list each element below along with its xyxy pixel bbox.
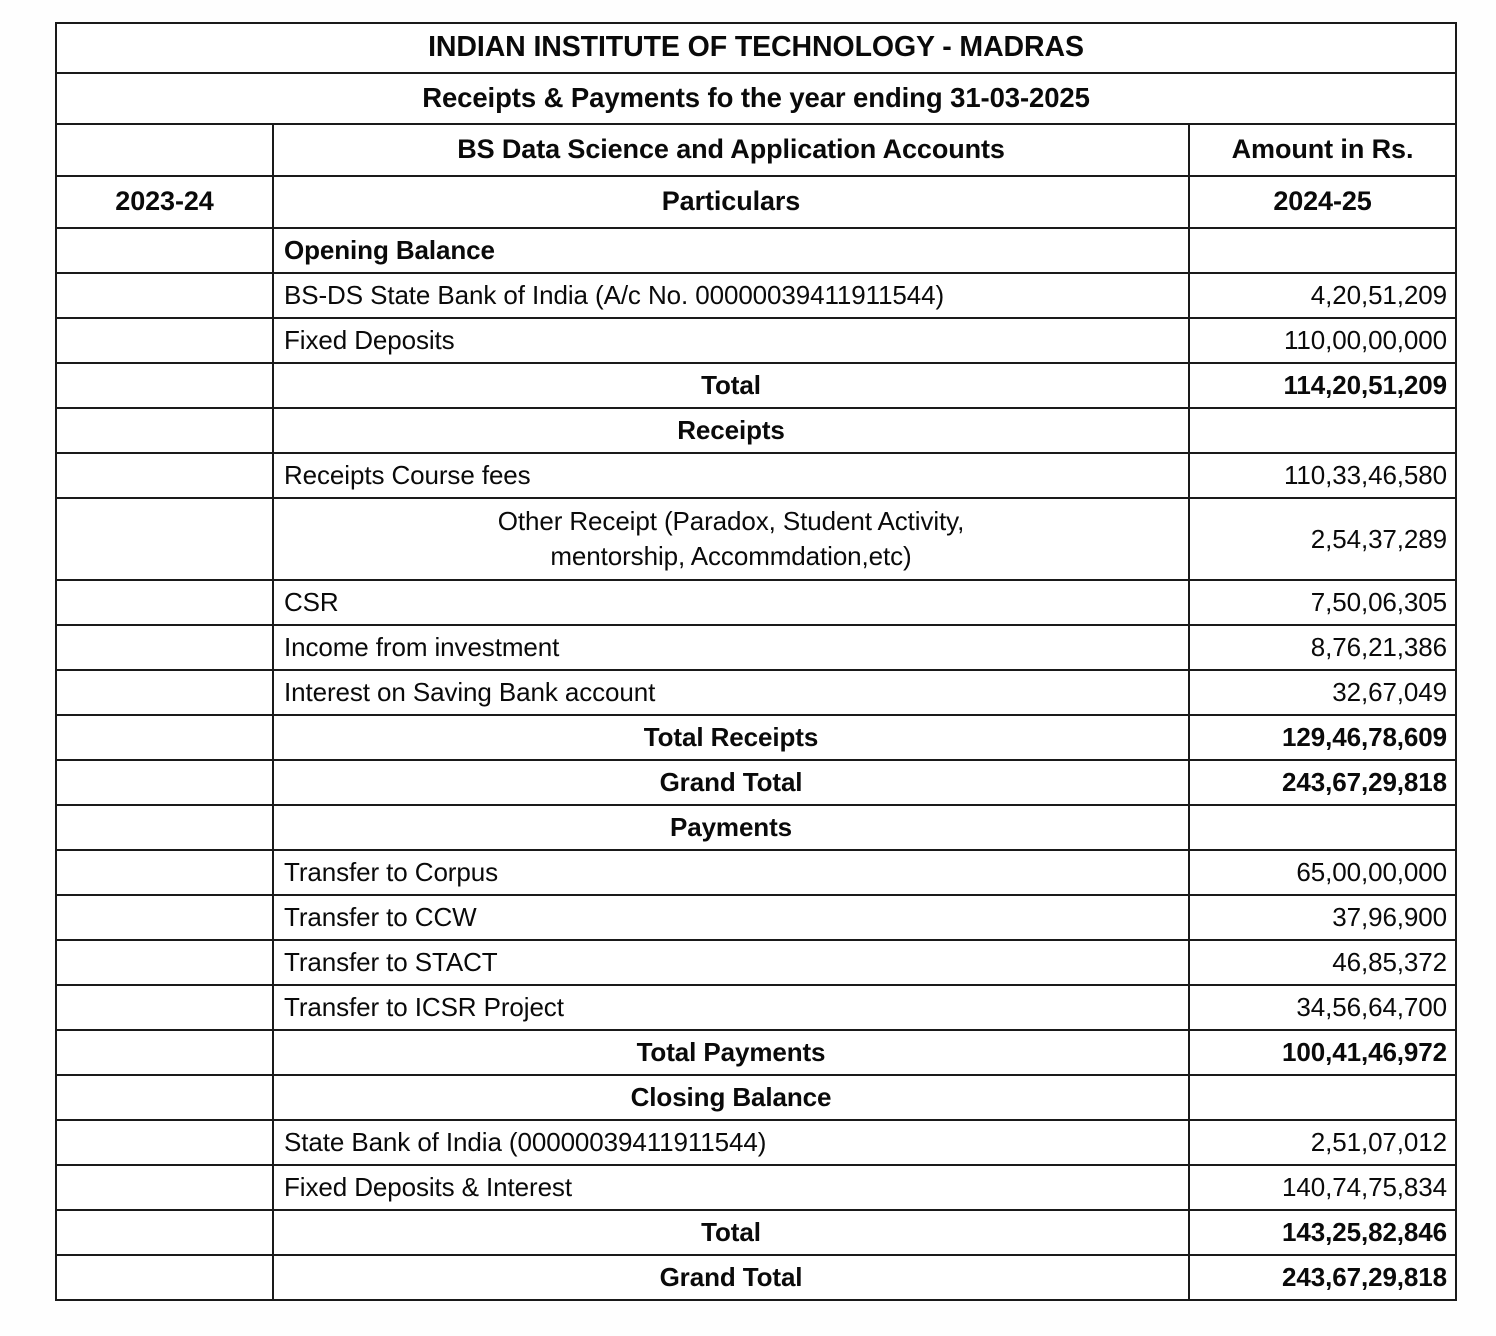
particulars-cell (273, 1075, 1189, 1120)
particulars-cell (273, 408, 1189, 453)
amount-value: 110,00,00,000 (1283, 325, 1448, 356)
amount-cell (1189, 1210, 1456, 1255)
particulars-value: Transfer to STACT (284, 947, 498, 978)
table-row (56, 850, 1456, 895)
section-title: Total (701, 1217, 761, 1248)
particulars-header-cell (273, 176, 1189, 228)
prev-year-cell (56, 1120, 273, 1165)
prev-year-cell (56, 625, 273, 670)
curr-year-header-cell (1189, 176, 1456, 228)
amount-cell (1189, 318, 1456, 363)
header-blank-cell (56, 124, 273, 176)
prev-year-cell (56, 228, 273, 273)
prev-year-value (57, 1230, 272, 1236)
prev-year-value (57, 645, 272, 651)
section-title: Closing Balance (630, 1082, 832, 1113)
particulars-cell (273, 498, 1189, 580)
particulars-value: Income from investment (284, 632, 560, 663)
amount-cell (1189, 850, 1456, 895)
particulars-cell (273, 895, 1189, 940)
amount-value (1190, 825, 1455, 831)
particulars-value: Transfer to Corpus (284, 857, 498, 888)
amount-cell (1189, 1165, 1456, 1210)
table-row (56, 760, 1456, 805)
prev-year-value (57, 735, 272, 741)
amount-value: 8,76,21,386 (1310, 632, 1448, 663)
particulars-value: Transfer to CCW (284, 902, 477, 933)
amount-cell (1189, 715, 1456, 760)
column-header-row (56, 176, 1456, 228)
amount-label: Amount in Rs. (1231, 134, 1414, 165)
section-title: Payments (669, 812, 793, 843)
particulars-value: Fixed Deposits & Interest (284, 1172, 572, 1203)
amount-cell (1189, 1255, 1456, 1300)
amount-cell (1189, 895, 1456, 940)
amount-value: 4,20,51,209 (1310, 280, 1448, 311)
amount-cell (1189, 1030, 1456, 1075)
particulars-cell (273, 453, 1189, 498)
document-title-cell (56, 23, 1456, 73)
prev-year-cell (56, 715, 273, 760)
table-row (56, 985, 1456, 1030)
particulars-cell (273, 805, 1189, 850)
particulars-value: State Bank of India (00000039411911544) (284, 1127, 767, 1158)
amount-value: 243,67,29,818 (1282, 767, 1448, 798)
prev-year-value (57, 473, 272, 479)
particulars-cell (273, 1255, 1189, 1300)
amount-value: 129,46,78,609 (1282, 722, 1448, 753)
prev-year-cell (56, 498, 273, 580)
particulars-cell (273, 625, 1189, 670)
amount-value: 100,41,46,972 (1282, 1037, 1448, 1068)
section-header-row (56, 124, 1456, 176)
particulars-cell (273, 670, 1189, 715)
prev-year-value (57, 1005, 272, 1011)
particulars-line-1: Other Receipt (Paradox, Student Activity, (497, 505, 965, 536)
prev-year-cell (56, 273, 273, 318)
particulars-header: Particulars (661, 186, 801, 217)
section-title: Grand Total (659, 1262, 803, 1293)
amount-cell (1189, 363, 1456, 408)
table-row (56, 715, 1456, 760)
prev-year-cell (56, 1030, 273, 1075)
amount-cell (1189, 273, 1456, 318)
amount-value: 143,25,82,846 (1282, 1217, 1448, 1248)
document-title: INDIAN INSTITUTE OF TECHNOLOGY - MADRAS (428, 31, 1084, 64)
particulars-cell (273, 1120, 1189, 1165)
prev-year-value (57, 780, 272, 786)
amount-value: 2,54,37,289 (1310, 523, 1448, 554)
document-subtitle: Receipts & Payments fo the year ending 31-03-2025 (422, 82, 1090, 114)
prev-year-cell (56, 318, 273, 363)
table-row (56, 318, 1456, 363)
particulars-cell (273, 273, 1189, 318)
prev-year-cell (56, 985, 273, 1030)
prev-year-header: 2023-24 (115, 186, 214, 217)
amount-cell (1189, 453, 1456, 498)
prev-year-cell (56, 850, 273, 895)
table-row (56, 498, 1456, 580)
document-subtitle-cell (56, 73, 1456, 124)
particulars-cell (273, 1165, 1189, 1210)
amount-value: 7,50,06,305 (1310, 587, 1448, 618)
table-row (56, 670, 1456, 715)
section-label: BS Data Science and Application Accounts (457, 134, 1005, 165)
amount-cell (1189, 625, 1456, 670)
amount-cell (1189, 805, 1456, 850)
prev-year-value (57, 960, 272, 966)
particulars-cell (273, 940, 1189, 985)
table-row (56, 408, 1456, 453)
receipts-payments-table (55, 22, 1457, 1301)
prev-year-cell (56, 408, 273, 453)
table-row (56, 1255, 1456, 1300)
prev-year-header-cell (56, 176, 273, 228)
particulars-cell (273, 985, 1189, 1030)
prev-year-value (57, 870, 272, 876)
amount-cell (1189, 670, 1456, 715)
section-label-cell (273, 124, 1189, 176)
amount-value: 37,96,900 (1332, 902, 1448, 933)
amount-cell (1189, 1075, 1456, 1120)
amount-value (1190, 428, 1455, 434)
table-row (56, 895, 1456, 940)
prev-year-value (57, 383, 272, 389)
particulars-value: Fixed Deposits (284, 325, 455, 356)
table-row (56, 1165, 1456, 1210)
amount-cell (1189, 498, 1456, 580)
particulars-cell (273, 228, 1189, 273)
prev-year-cell (56, 453, 273, 498)
prev-year-value (57, 338, 272, 344)
prev-year-cell (56, 1210, 273, 1255)
amount-value: 65,00,00,000 (1296, 857, 1448, 888)
subtitle-row (56, 73, 1456, 124)
amount-value (1190, 1095, 1455, 1101)
amount-value: 2,51,07,012 (1310, 1127, 1448, 1158)
section-title: Total (701, 370, 761, 401)
particulars-value (274, 501, 1188, 577)
particulars-value: Transfer to ICSR Project (284, 992, 564, 1023)
prev-year-cell (56, 940, 273, 985)
table-row (56, 363, 1456, 408)
prev-year-value (57, 428, 272, 434)
amount-value (1190, 248, 1455, 254)
section-title: Receipts (677, 415, 785, 446)
prev-year-cell (56, 895, 273, 940)
table-row (56, 1210, 1456, 1255)
title-row (56, 23, 1456, 73)
amount-cell (1189, 760, 1456, 805)
table-row (56, 273, 1456, 318)
section-title: Total Payments (636, 1037, 826, 1068)
prev-year-value (57, 825, 272, 831)
prev-year-value (57, 1185, 272, 1191)
prev-year-value (57, 1140, 272, 1146)
prev-year-value (57, 1275, 272, 1281)
particulars-value: Interest on Saving Bank account (284, 677, 656, 708)
table-row (56, 1030, 1456, 1075)
curr-year-header: 2024-25 (1273, 186, 1372, 217)
section-title: Grand Total (659, 767, 803, 798)
table-body (56, 23, 1456, 1300)
particulars-cell (273, 318, 1189, 363)
table-row (56, 805, 1456, 850)
prev-year-value (57, 1050, 272, 1056)
amount-value: 46,85,372 (1332, 947, 1448, 978)
prev-year-value (57, 915, 272, 921)
prev-year-cell (56, 363, 273, 408)
prev-year-value (57, 600, 272, 606)
amount-cell (1189, 408, 1456, 453)
amount-cell (1189, 1120, 1456, 1165)
particulars-value: Receipts Course fees (284, 460, 531, 491)
prev-year-value (57, 690, 272, 696)
prev-year-cell (56, 580, 273, 625)
particulars-value: BS-DS State Bank of India (A/c No. 00000039411911544) (284, 280, 945, 311)
prev-year-cell (56, 805, 273, 850)
table-row (56, 580, 1456, 625)
amount-cell (1189, 985, 1456, 1030)
section-title: Opening Balance (284, 235, 495, 266)
table-row (56, 1120, 1456, 1165)
table-row (56, 940, 1456, 985)
section-title: Total Receipts (643, 722, 819, 753)
prev-year-value (57, 248, 272, 254)
amount-value: 243,67,29,818 (1282, 1262, 1448, 1293)
particulars-line-2: mentorship, Accommdation,etc) (550, 541, 912, 571)
table-row (56, 625, 1456, 670)
prev-year-cell (56, 760, 273, 805)
table-row (56, 228, 1456, 273)
amount-cell (1189, 940, 1456, 985)
amount-cell (1189, 228, 1456, 273)
prev-year-value (57, 293, 272, 299)
table-row (56, 453, 1456, 498)
particulars-cell (273, 850, 1189, 895)
particulars-cell (273, 1030, 1189, 1075)
prev-year-value (57, 1095, 272, 1101)
particulars-cell (273, 580, 1189, 625)
prev-year-cell (56, 670, 273, 715)
header-blank (57, 147, 272, 153)
particulars-cell (273, 363, 1189, 408)
amount-value: 140,74,75,834 (1282, 1172, 1448, 1203)
amount-value: 110,33,46,580 (1283, 460, 1448, 491)
amount-value: 32,67,049 (1332, 677, 1448, 708)
prev-year-cell (56, 1075, 273, 1120)
amount-label-cell (1189, 124, 1456, 176)
prev-year-cell (56, 1255, 273, 1300)
particulars-value: CSR (284, 587, 339, 618)
particulars-cell (273, 760, 1189, 805)
amount-value: 34,56,64,700 (1296, 992, 1448, 1023)
prev-year-cell (56, 1165, 273, 1210)
prev-year-value (57, 536, 272, 542)
amount-cell (1189, 580, 1456, 625)
particulars-cell (273, 715, 1189, 760)
amount-value: 114,20,51,209 (1283, 370, 1448, 401)
particulars-cell (273, 1210, 1189, 1255)
table-row (56, 1075, 1456, 1120)
